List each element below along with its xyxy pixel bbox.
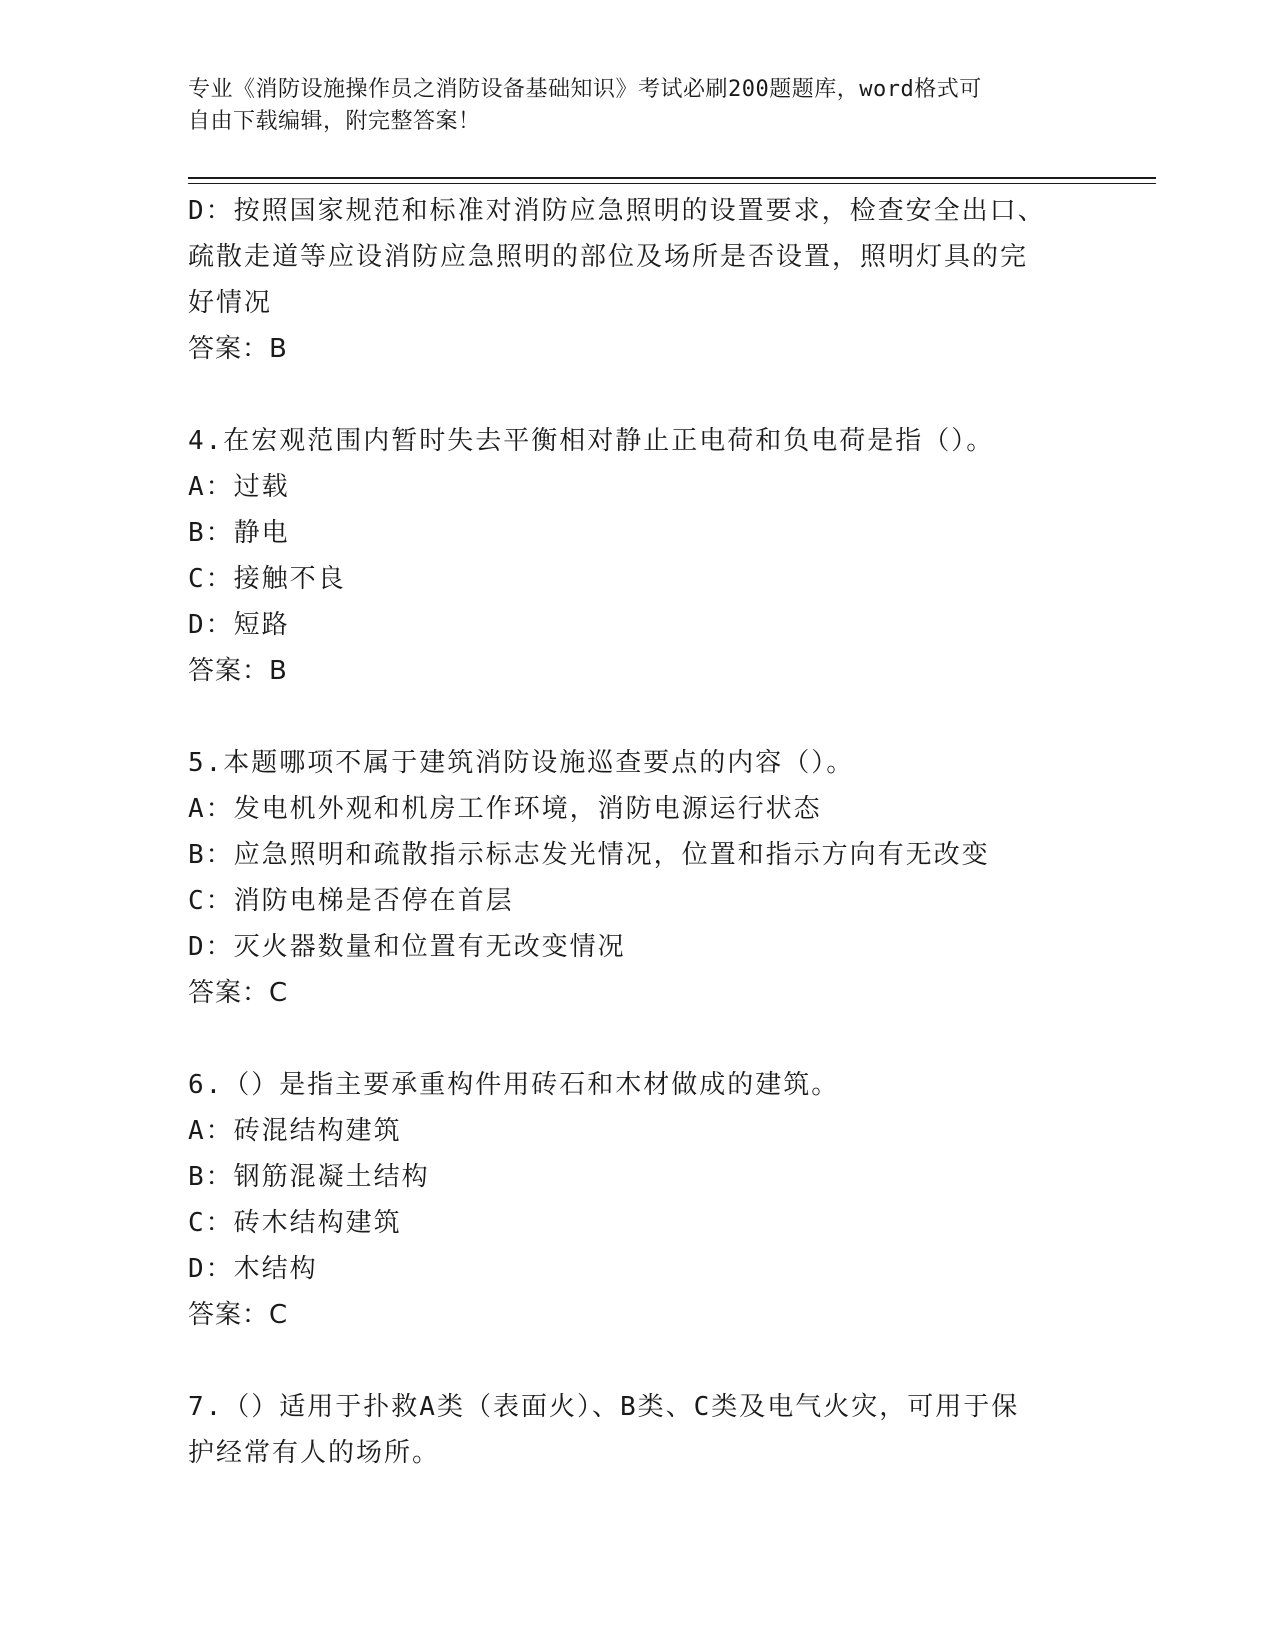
option-b: B：静电 xyxy=(188,518,290,548)
header-divider-thin xyxy=(188,183,1156,184)
answer-line: 答案：B xyxy=(188,656,288,686)
question-stem: 5.本题哪项不属于建筑消防设施巡查要点的内容（）。 xyxy=(188,748,855,778)
option-d: D：木结构 xyxy=(188,1254,318,1284)
question-3-continued xyxy=(188,188,1088,372)
answer-line: 答案：C xyxy=(188,978,289,1008)
option-c: C：接触不良 xyxy=(188,564,346,594)
question-stem: 4.在宏观范围内暂时失去平衡相对静止正电荷和负电荷是指（）。 xyxy=(188,426,995,456)
option-a: A：砖混结构建筑 xyxy=(188,1116,402,1146)
header-divider-thick xyxy=(188,177,1156,179)
question-5 xyxy=(188,740,1088,1016)
option-b: B：钢筋混凝土结构 xyxy=(188,1162,430,1192)
document-header xyxy=(188,74,1088,138)
question-7 xyxy=(188,1384,1088,1476)
option-d-line-2: 疏散走道等应设消防应急照明的部位及场所是否设置，照明灯具的完 xyxy=(188,242,1029,272)
option-c: C：砖木结构建筑 xyxy=(188,1208,402,1238)
option-a: A：过载 xyxy=(188,472,290,502)
question-4 xyxy=(188,418,1088,694)
option-d-line-3: 好情况 xyxy=(188,288,273,318)
question-6 xyxy=(188,1062,1088,1338)
option-c: C：消防电梯是否停在首层 xyxy=(188,886,514,916)
header-line-2: 自由下载编辑，附完整答案！ xyxy=(188,109,481,134)
option-d: D：灭火器数量和位置有无改变情况 xyxy=(188,932,626,962)
answer-line: 答案：C xyxy=(188,1300,289,1330)
option-d: D：短路 xyxy=(188,610,290,640)
question-stem-line-1: 7.（）适用于扑救A类（表面火）、B类、C类及电气火灾，可用于保 xyxy=(188,1392,1020,1422)
question-stem-line-2: 护经常有人的场所。 xyxy=(188,1438,441,1468)
option-a: A：发电机外观和机房工作环境，消防电源运行状态 xyxy=(188,794,822,824)
header-line-1: 专业《消防设施操作员之消防设备基础知识》考试必刷200题题库，word格式可 xyxy=(188,77,982,102)
document-body xyxy=(188,188,1088,1476)
question-stem: 6.（）是指主要承重构件用砖石和木材做成的建筑。 xyxy=(188,1070,840,1100)
option-d-line-1: D：按照国家规范和标准对消防应急照明的设置要求，检查安全出口、 xyxy=(188,196,1046,226)
answer-line: 答案：B xyxy=(188,334,288,364)
option-b: B：应急照明和疏散指示标志发光情况，位置和指示方向有无改变 xyxy=(188,840,990,870)
